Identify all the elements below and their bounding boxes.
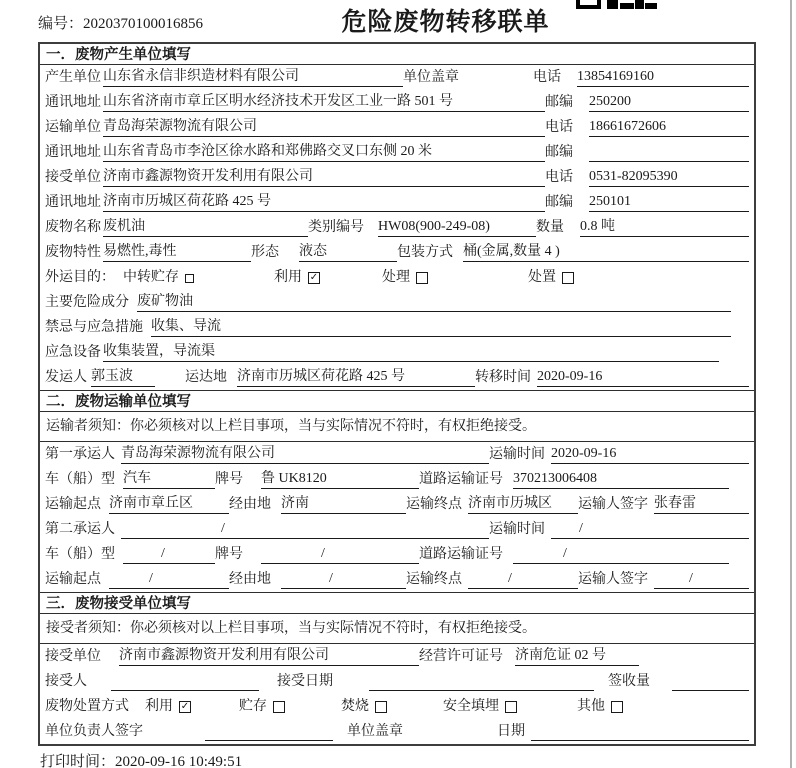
- field-value: 济南: [281, 495, 406, 514]
- section-3: [40, 592, 754, 744]
- field-label: 其他: [577, 699, 605, 714]
- field-label: 处置: [528, 270, 556, 285]
- field-label: 废物处置方式: [45, 699, 129, 714]
- field-value: [531, 723, 749, 741]
- form-row: [40, 442, 754, 467]
- field-label: 经营许可证号: [419, 649, 503, 664]
- field-value: 370213006408: [513, 470, 729, 489]
- field-label: 电话: [533, 70, 561, 85]
- field-label: 接受单位: [45, 649, 101, 664]
- field-value: /: [109, 570, 229, 589]
- field-label: 运输时间: [489, 447, 545, 462]
- field-label: 通讯地址: [45, 195, 101, 210]
- form-row: [40, 644, 754, 669]
- form-row: [40, 240, 754, 265]
- field-label: 牌号: [215, 472, 243, 487]
- field-label: 形态: [251, 245, 279, 260]
- field-label: 单位盖章: [347, 724, 403, 739]
- form-row: [40, 215, 754, 240]
- form-row: [40, 719, 754, 744]
- field-label: 安全填埋: [443, 699, 499, 714]
- field-label: 电话: [545, 170, 573, 185]
- field-label: 废物名称: [45, 220, 101, 235]
- spacer: [259, 690, 277, 691]
- field-label: 运输人签字: [578, 497, 648, 512]
- field-value: 0531-82095390: [589, 168, 749, 187]
- qr-block: [645, 3, 657, 9]
- spacer: [107, 665, 119, 666]
- spacer: [149, 740, 205, 741]
- field-value: /: [261, 545, 419, 564]
- field-value: [589, 144, 749, 162]
- field-value: 山东省青岛市李沧区徐水路和郑佛路交叉口东侧 20 米: [103, 143, 545, 162]
- field-label: 通讯地址: [45, 145, 101, 160]
- spacer: [155, 386, 185, 387]
- field-label: 废物特性: [45, 245, 101, 260]
- form-row: [40, 65, 754, 90]
- field-label: 邮编: [545, 195, 573, 210]
- field-value: 郭玉波: [91, 368, 155, 387]
- field-value: 桶(金属,数量 4 ): [463, 243, 749, 262]
- section-header: 一．废物产生单位填写: [40, 44, 754, 65]
- form-row: [40, 290, 754, 315]
- field-label: 车（船）型: [45, 547, 115, 562]
- checkbox: [505, 701, 517, 713]
- field-value: 山东省济南市章丘区明水经济技术开发区工业一路 501 号: [103, 93, 545, 112]
- field-label: 经由地: [229, 497, 271, 512]
- field-value: [111, 673, 259, 691]
- field-value: 2020-09-16: [537, 368, 749, 387]
- field-label: 运输终点: [406, 497, 462, 512]
- field-label: 车（船）型: [45, 472, 115, 487]
- field-label: 第二承运人: [45, 522, 115, 537]
- field-label: 转移时间: [475, 370, 531, 385]
- field-label: 邮编: [545, 95, 573, 110]
- form-row: [40, 517, 754, 542]
- field-value: /: [654, 570, 749, 589]
- field-label: 道路运输证号: [419, 472, 503, 487]
- print-time-label: 打印时间：: [40, 754, 116, 768]
- field-value: /: [281, 570, 406, 589]
- field-value: 18661672606: [589, 118, 749, 137]
- spacer: [339, 690, 369, 691]
- field-label: 产生单位: [45, 70, 101, 85]
- field-value: 250101: [589, 193, 749, 212]
- field-label: 牌号: [215, 547, 243, 562]
- field-value: 250200: [589, 93, 749, 112]
- field-value: /: [513, 545, 729, 564]
- field-label: 处理: [382, 270, 410, 285]
- field-label: 禁忌与应急措施: [45, 320, 143, 335]
- field-label: 接受日期: [277, 674, 333, 689]
- field-value: 收集、导流: [151, 318, 731, 337]
- field-label: 单位负责人签字: [45, 724, 143, 739]
- form-row: [40, 90, 754, 115]
- form-row: [40, 140, 754, 165]
- qr-block: [576, 0, 601, 9]
- spacer: [194, 286, 274, 287]
- field-label: 运输终点: [406, 572, 462, 587]
- field-label: 单位盖章: [403, 70, 459, 85]
- field-value: 济南市鑫源物资开发利用有限公司: [103, 168, 545, 187]
- field-label: 邮编: [545, 145, 573, 160]
- field-label: 贮存: [239, 699, 267, 714]
- print-time: [40, 750, 242, 768]
- field-value: 废机油: [103, 218, 308, 237]
- form-row: [40, 165, 754, 190]
- checkbox: [416, 272, 428, 284]
- spacer: [594, 690, 608, 691]
- section-1: [40, 44, 754, 390]
- field-value: 0.8 吨: [580, 218, 749, 237]
- doc-number-label: 编号：: [38, 16, 84, 32]
- qr-block: [635, 0, 644, 9]
- field-value: 济南市鑫源物资开发利用有限公司: [119, 647, 419, 666]
- field-value: 液态: [299, 243, 397, 262]
- spacer: [135, 715, 145, 716]
- field-value: [672, 673, 749, 691]
- field-value: 2020-09-16: [551, 445, 749, 464]
- form-row: [40, 467, 754, 492]
- field-value: /: [551, 520, 749, 539]
- field-value: 青岛海荣源物流有限公司: [103, 118, 545, 137]
- field-label: 中转贮存: [123, 270, 179, 285]
- spacer: [333, 740, 347, 741]
- field-value: [369, 673, 594, 691]
- form-row: [40, 190, 754, 215]
- field-label: 运输时间: [489, 522, 545, 537]
- checkbox: [273, 701, 285, 713]
- field-label: 主要危险成分: [45, 295, 129, 310]
- checkbox-checked: ✓: [180, 701, 190, 712]
- section-header: 二．废物运输单位填写: [40, 391, 754, 412]
- field-value: /: [121, 520, 489, 539]
- field-label: 运输起点: [45, 572, 101, 587]
- field-value: 济南市历城区荷花路 425 号: [237, 368, 475, 387]
- field-label: 日期: [497, 724, 525, 739]
- field-label: 经由地: [229, 572, 271, 587]
- field-label: 第一承运人: [45, 447, 115, 462]
- form-row: [40, 115, 754, 140]
- field-value: 张春雷: [654, 495, 749, 514]
- spacer: [191, 715, 239, 716]
- form-row: [40, 694, 754, 719]
- field-value: 易燃性,毒性: [103, 243, 251, 262]
- field-label: 接受单位: [45, 170, 101, 185]
- field-value: 13854169160: [577, 68, 749, 87]
- print-time-value: 2020-09-16 10:49:51: [115, 754, 243, 768]
- field-value: 废矿物油: [137, 293, 731, 312]
- checkbox-checked: ✓: [309, 272, 319, 283]
- form-table: [38, 42, 756, 746]
- qr-block: [620, 3, 634, 9]
- field-label: 利用: [274, 270, 302, 285]
- field-value: 山东省永信非织造材料有限公司: [103, 68, 403, 87]
- field-value: 青岛海荣源物流有限公司: [121, 445, 489, 464]
- field-label: 运输单位: [45, 120, 101, 135]
- field-label: 运输起点: [45, 497, 101, 512]
- page-title: 危险废物转移联单: [341, 9, 550, 36]
- checkbox: [185, 274, 194, 283]
- field-value: 济南市历城区: [468, 495, 578, 514]
- qr-code-remnant: [576, 0, 658, 10]
- form-row: [40, 265, 754, 290]
- spacer: [93, 690, 111, 691]
- field-label: 运输人签字: [578, 572, 648, 587]
- field-label: 利用: [145, 699, 173, 714]
- field-label: 类别编号: [308, 220, 364, 235]
- spacer: [656, 690, 672, 691]
- field-label: 包装方式: [397, 245, 453, 260]
- field-value: 济南市历城区荷花路 425 号: [103, 193, 545, 212]
- doc-number: [38, 12, 203, 33]
- spacer: [428, 286, 528, 287]
- form-row: [40, 567, 754, 592]
- form-row: [40, 542, 754, 567]
- field-value: HW08(900-249-08): [378, 218, 536, 237]
- section-2: [40, 390, 754, 592]
- notice-text: 运输者须知：你必须核对以上栏目事项，当与实际情况不符时，有权拒绝接受。: [40, 412, 754, 442]
- field-value: 汽车: [123, 470, 215, 489]
- form-row: [40, 315, 754, 340]
- field-label: 应急设备: [45, 345, 101, 360]
- form-row: [40, 340, 754, 365]
- field-value: 鲁 UK8120: [261, 470, 419, 489]
- checkbox: [562, 272, 574, 284]
- form-row: [40, 365, 754, 390]
- field-value: /: [123, 545, 215, 564]
- field-label: 通讯地址: [45, 95, 101, 110]
- checkbox: [375, 701, 387, 713]
- field-label: 电话: [545, 120, 573, 135]
- field-label: 数量: [536, 220, 564, 235]
- field-value: 收集装置，导流渠: [103, 343, 719, 362]
- doc-number-value: 2020370100016856: [83, 16, 204, 32]
- field-value: 济南危证 02 号: [515, 647, 639, 666]
- field-value: /: [468, 570, 578, 589]
- field-value: [205, 723, 333, 741]
- field-label: 焚烧: [341, 699, 369, 714]
- spacer: [387, 715, 443, 716]
- field-label: 发运人: [45, 370, 87, 385]
- form-row: [40, 492, 754, 517]
- notice-text: 接受者须知：你必须核对以上栏目事项，当与实际情况不符时，有权拒绝接受。: [40, 614, 754, 644]
- field-label: 签收量: [608, 674, 650, 689]
- field-label: 运达地: [185, 370, 227, 385]
- checkbox: [611, 701, 623, 713]
- page-edge-line: [790, 0, 792, 768]
- form-row: [40, 669, 754, 694]
- field-label: 道路运输证号: [419, 547, 503, 562]
- spacer: [320, 286, 382, 287]
- field-label: 外运目的：: [45, 270, 115, 285]
- spacer: [517, 715, 577, 716]
- section-header: 三．废物接受单位填写: [40, 593, 754, 614]
- qr-block: [607, 0, 618, 9]
- field-value: 济南市章丘区: [109, 495, 229, 514]
- field-label: 接受人: [45, 674, 87, 689]
- spacer: [285, 715, 341, 716]
